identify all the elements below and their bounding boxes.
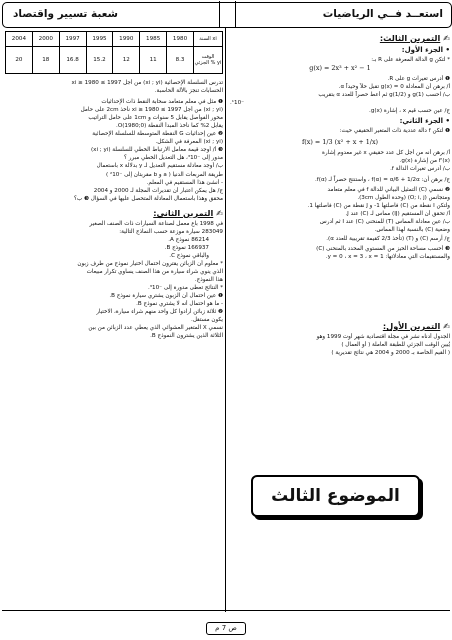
text-line: ❸ أ/ أوجد قيمة معامل الارتباط الخطي للسلسلة (xi ; yi) (90, 147, 223, 154)
text-line: ❶ عين احتمال أن الزبون يشتري سيارة نموذج B. (109, 293, 223, 300)
header-divider (219, 1, 236, 28)
text-line: محقق وهذا باستعمال المعادلة المتحصل عليها في السؤال ❸ ب؟ (73, 195, 223, 202)
table-cell: 11 (140, 47, 167, 74)
exercise-2-title: ✍ التمرين الثاني: (153, 207, 223, 218)
part-1-title: • الجزء الأول: (401, 46, 450, 54)
text-line: 166937 نموذج B. (164, 244, 209, 251)
table-cell: 1990 (113, 32, 140, 47)
header-title: استعــد فــي الرياضيات (322, 8, 443, 20)
text-line: ج/ هل يمكن اعتبار أن تقديرات المجلة لـ 2000 و 2004 (93, 187, 223, 194)
text-line: * النتائج تعطى مدورة إلى ⁻³10. (148, 285, 223, 292)
table-header-cell: السنة xi (194, 32, 223, 47)
text-line: ومتجانس (O; i, j) (وحدة الطول 3cm). (357, 194, 450, 201)
part-2-title: • الجزء الثاني: (399, 117, 450, 126)
text-line: الجدول أدناه نشر في مجلة اقتصادية شهر أوت 1999 وهو (316, 333, 450, 340)
text-line: f'(x) من إشارة g(x). (399, 158, 450, 165)
text-line: 283049 سيارة موزعة حسب النماذج التالية: (119, 228, 223, 235)
text-line: ⁻¹10. (230, 100, 245, 107)
text-line: ب/ عين معادلة المماس (T) للمنحنى (C) عند I ثم أدرس (319, 218, 450, 225)
text-line: ❷ عين إحداثيات G النقطة المتوسطة للسلسلة الإحصائية (92, 131, 223, 138)
text-line: أ/ برهن أنه من أجل كل عدد حقيقي x غير معدوم إشارة (322, 150, 450, 157)
table-cell: 2004 (6, 32, 33, 47)
text-line: (xi ; yi) المعرفة في الشكل. (155, 139, 223, 146)
text-line: - أنشئ هذا المستقيم في المعلم. (146, 179, 223, 186)
column-divider (225, 28, 226, 612)
text-line: يكون مستقل. (191, 317, 223, 324)
table-header-cell: الوقت الجزئي % yi (194, 47, 223, 74)
text-line: أ/ تحقق أن المستقيم (IJ) مماس لـ (C) عند J. (345, 210, 450, 217)
text-line: ولتكن I نقطة من (C) فاصلتها 1- و J نقطة من (C) فاصلتها 1. (307, 202, 450, 209)
table-cell: 8.3 (167, 47, 194, 74)
page-footer (0, 614, 452, 638)
equation: f(x) = 1/3 (x² + x + 1/x) (301, 138, 379, 147)
text-line: ❷ نسمي (C) التمثيل البياني للدالة f في معلم متعامد (327, 186, 450, 193)
text-line: ب/ أدرس تغيرات الدالة f. (390, 166, 450, 173)
text-line: ب/ احسب g(1) و g(1/2) ثم أعط حصراً للعدد α بتقريب (318, 92, 450, 99)
table-cell: 1997 (59, 32, 86, 47)
exercise-1-title: ✍ التمرين الأول: (382, 320, 450, 331)
table-cell: 2000 (32, 32, 59, 47)
text-line: الذي ينوي شراء سيارة من هذا الصنف يساوي تكرار مبيعات (86, 268, 223, 275)
text-line: - ما هو احتمال أنه لا يشتري نموذج B. (136, 301, 223, 308)
table-cell: 1985 (140, 32, 167, 47)
text-line: ب/ أوجد معادلة مستقيم التعديل لـ y بدلالة x باستعمال (96, 163, 223, 170)
text-line: (xi ; yi) من أجل 1997 ≥ xi ≥ 1980 نأخذ 2cm على حامل (80, 107, 223, 114)
text-line: يقابل 2% كما نأخذ المبدأ النقطة O(1980;0). (116, 123, 223, 130)
text-line: الحسابات تنجز بالألة الحاسبة. (154, 88, 223, 95)
table-cell: 15.2 (86, 47, 113, 74)
data-table (5, 31, 223, 74)
text-line: ❶ لتكن f دالة عددية ذات المتغير الحقيقي حيث: (339, 128, 450, 135)
text-line: ج/ أرسم (C) و (T) (تأخذ 2/3 كقيمة تقريبية للعدد α). (326, 235, 450, 242)
text-line: ❸ أحسب مساحة الحيز من المستوي المحدد بالمنحنى (C) (316, 245, 450, 252)
text-line: محور الفواصل يقابل 5 سنوات و 1cm على حامل التراتيب (88, 115, 223, 122)
topic-banner: الموضوع الثالث (251, 475, 420, 517)
text-line: أ/ برهن أن المعادلة 0 = g(x) تقبل حلاً وحيداً α. (338, 84, 450, 91)
text-line: ❷ ثلاثة زبائن أرادوا كل واحد منهم شراء سيارة، الاختيار (96, 309, 223, 316)
text-line: 86214 نموذج A. (168, 236, 209, 243)
text-line: والباقي نموذج C. (169, 252, 209, 259)
table-cell: 18 (32, 47, 59, 74)
table-cell: 12 (113, 47, 140, 74)
equation: g(x) = 2x³ + x² − 1 (309, 64, 371, 73)
table-cell: 20 (6, 47, 33, 74)
text-line: ج/ برهن أن: f(α) = α/6 + 1/2α ، واستنتج حصراً لـ f(α). (315, 176, 450, 183)
table-cell: 1995 (86, 32, 113, 47)
text-line: طريقة المربعات الدنيا ( a و b مقربتان إلى ⁻²10 ) (106, 171, 223, 178)
table-cell: 16.8 (59, 47, 86, 74)
header-branch: شعبة تسيير واقتصاد (13, 8, 118, 20)
text-line: وضعية (C) بالنسبة لهذا المماس. (374, 226, 450, 233)
text-line: * لتكن g الدالة المعرفة على R بـ: (371, 57, 450, 63)
page-header (2, 2, 452, 28)
left-column (3, 31, 223, 609)
text-line: * معلوم أن الزبائن يقترون احتمال اختيار نموذج من طرف زبون (77, 260, 223, 267)
text-line: مدور إلى ⁻³10، هل التعديل الخطي مبرر ؟ (124, 155, 223, 162)
right-column (230, 31, 450, 609)
text-line: ❶ أدرس تغيرات g على R. (387, 76, 450, 83)
text-line: ( القيم الخاصة بـ 2000 و 2004 هي نتائج تقديرية ) (331, 349, 450, 356)
text-line: ج/ عين حسب قيم x ، إشارة g(x). (369, 108, 450, 115)
text-line: ❶ مثل في معلم متعامد سحابة النقط ذات الإحداثيات (101, 99, 223, 106)
page-number: ص 7 م (206, 622, 246, 635)
table-cell: 1980 (167, 32, 194, 47)
text-line: نسمي X المتغير العشوائي الذي يعطي عدد الزبائن من بين (88, 325, 223, 332)
text-line: هذا النموذج. (194, 277, 223, 284)
exercise-3-title: ✍ التمرين الثالث: (379, 33, 450, 43)
text-line: في 1998 باع معمل لصناعة السيارات ذات الصنف الصغير (89, 220, 223, 227)
text-line: يُبين الوقت الجزئي للطبقة العاملة ( أو العمال ) (341, 341, 450, 348)
text-line: تدرس السلسلة الإحصائية (xi ; yi) من أجل 1997 ≥ xi ≥ 1980 (71, 80, 223, 86)
text-line: الثلاثة الذين يشترون النموذج B. (150, 333, 223, 340)
footer-rule (2, 610, 450, 611)
text-line: والمستقيمات التي معادلاتها: y = 0 ، x = 3 ، x = 1. (325, 253, 450, 260)
